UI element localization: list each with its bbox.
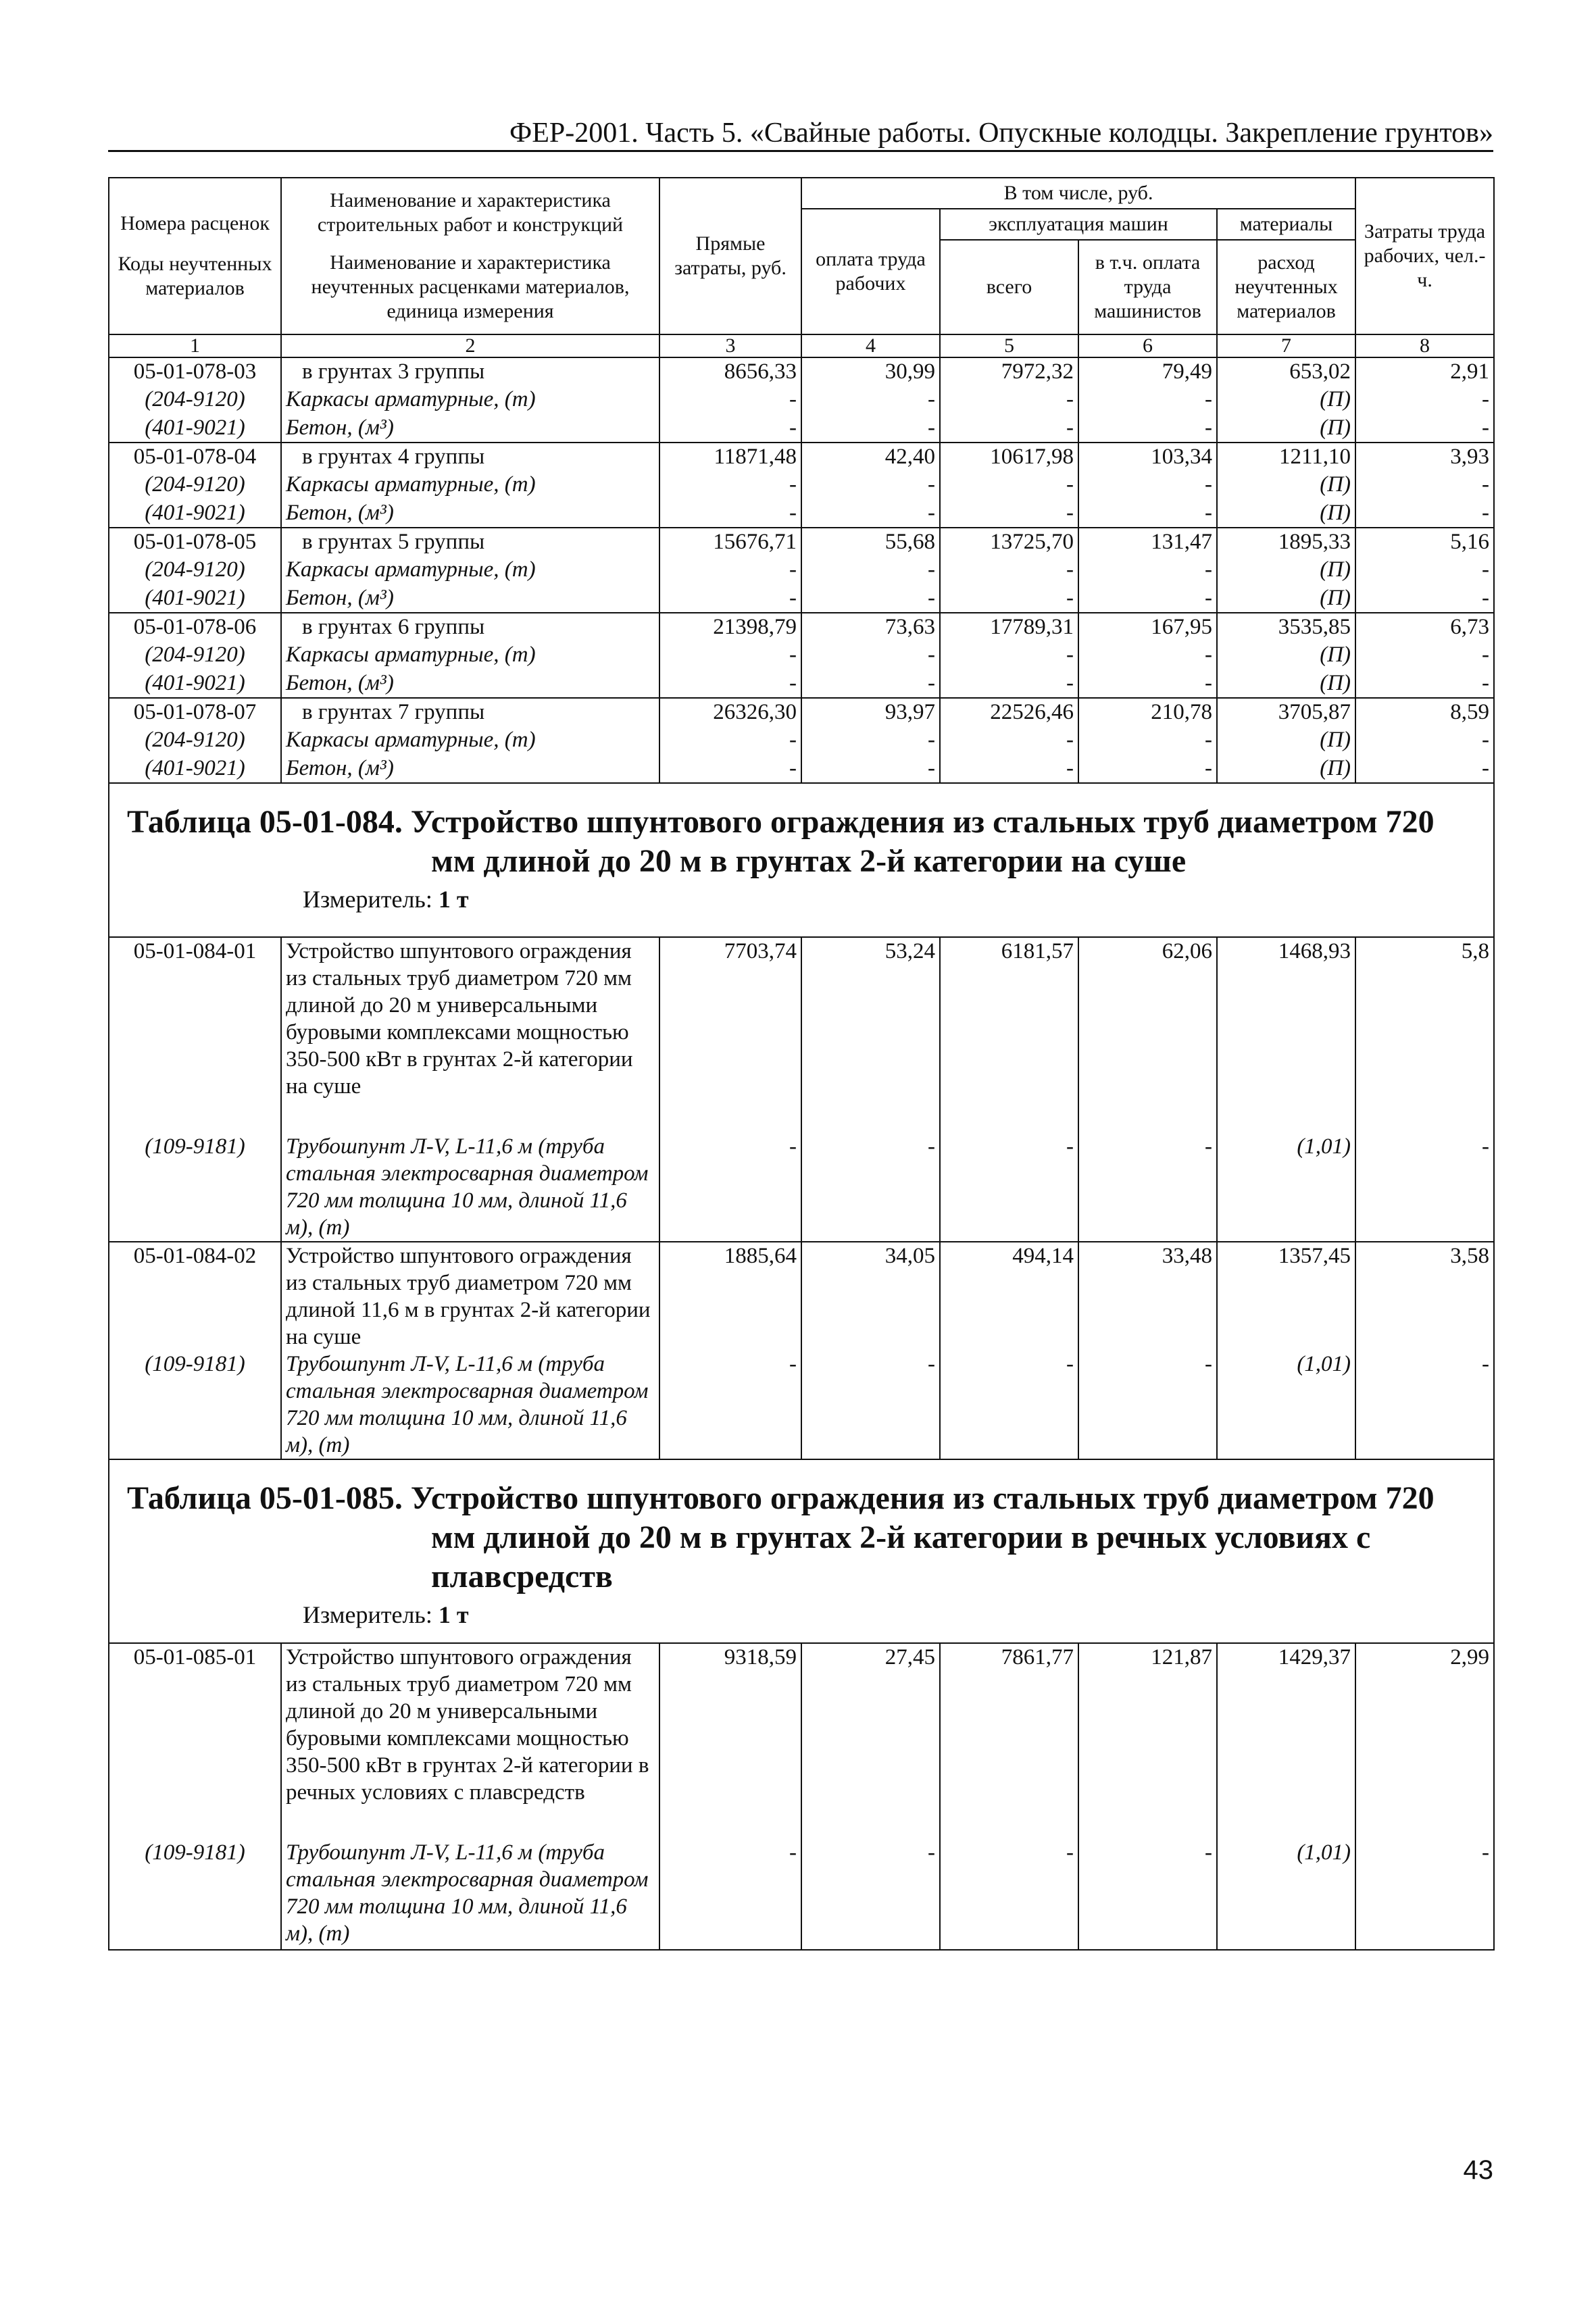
dash: - xyxy=(1078,556,1217,584)
material-mark: (П) xyxy=(1217,584,1355,613)
material-quantity: (1,01) xyxy=(1217,1133,1355,1242)
dash: - xyxy=(659,1351,801,1459)
materials-cost: 1468,93 xyxy=(1217,937,1355,1133)
labor-cost: 2,91 xyxy=(1355,357,1494,386)
dash: - xyxy=(659,499,801,528)
machines-cost: 22526,46 xyxy=(940,698,1078,726)
materials-cost: 1211,10 xyxy=(1217,443,1355,471)
material-mark: (П) xyxy=(1217,726,1355,755)
dash: - xyxy=(1355,1839,1494,1950)
materials-cost: 1895,33 xyxy=(1217,528,1355,556)
col-number: 4 xyxy=(801,334,940,357)
dash: - xyxy=(940,1351,1078,1459)
dash: - xyxy=(801,499,940,528)
dash: - xyxy=(1078,755,1217,783)
material-name: Бетон, (м³) xyxy=(281,584,659,613)
col-number: 6 xyxy=(1078,334,1217,357)
col-number: 2 xyxy=(281,334,659,357)
material-code: (401-9021) xyxy=(109,670,281,698)
dash: - xyxy=(1078,641,1217,670)
rate-name: в грунтах 6 группы xyxy=(281,613,659,641)
dash: - xyxy=(940,414,1078,443)
col-materials-unc-header: расход неучтенных материалов xyxy=(1217,240,1355,334)
col-code-header: Номера расценок Коды неучтенных материалов xyxy=(109,178,281,334)
dash: - xyxy=(1355,556,1494,584)
machines-cost: 7972,32 xyxy=(940,357,1078,386)
material-mark: (П) xyxy=(1217,386,1355,414)
col-machines-wage-header: в т.ч. оплата труда машинистов xyxy=(1078,240,1217,334)
direct-cost: 8656,33 xyxy=(659,357,801,386)
dash: - xyxy=(1078,584,1217,613)
dash: - xyxy=(1355,726,1494,755)
labor-cost: 2,99 xyxy=(1355,1643,1494,1839)
material-mark: (П) xyxy=(1217,755,1355,783)
col-materials-header: материалы xyxy=(1217,209,1355,240)
materials-cost: 3705,87 xyxy=(1217,698,1355,726)
col-incl-header: В том числе, руб. xyxy=(801,178,1355,209)
dash: - xyxy=(659,1839,801,1950)
dash: - xyxy=(1078,499,1217,528)
material-code: (109-9181) xyxy=(109,1133,281,1242)
dash: - xyxy=(659,670,801,698)
dash: - xyxy=(1355,670,1494,698)
direct-cost: 21398,79 xyxy=(659,613,801,641)
dash: - xyxy=(659,386,801,414)
machines-cost: 7861,77 xyxy=(940,1643,1078,1839)
table-row xyxy=(109,1351,1494,1459)
dash: - xyxy=(940,726,1078,755)
direct-cost: 9318,59 xyxy=(659,1643,801,1839)
rate-code: 05-01-078-05 xyxy=(109,528,281,556)
material-name: Каркасы арматурные, (т) xyxy=(281,726,659,755)
material-mark: (П) xyxy=(1217,471,1355,499)
labor-cost: 5,8 xyxy=(1355,937,1494,1133)
dash: - xyxy=(801,1839,940,1950)
dash: - xyxy=(1355,1351,1494,1459)
dash: - xyxy=(801,755,940,783)
dash: - xyxy=(801,584,940,613)
machinists-wage: 79,49 xyxy=(1078,357,1217,386)
rate-code: 05-01-078-07 xyxy=(109,698,281,726)
wage-cost: 34,05 xyxy=(801,1242,940,1351)
table-row xyxy=(109,1242,1494,1351)
material-name: Каркасы арматурные, (т) xyxy=(281,386,659,414)
dash: - xyxy=(940,556,1078,584)
col-number: 7 xyxy=(1217,334,1355,357)
materials-cost: 653,02 xyxy=(1217,357,1355,386)
rate-code: 05-01-078-06 xyxy=(109,613,281,641)
dash: - xyxy=(1355,471,1494,499)
rate-name: в грунтах 4 группы xyxy=(281,443,659,471)
material-name: Бетон, (м³) xyxy=(281,670,659,698)
dash: - xyxy=(801,1133,940,1242)
dash: - xyxy=(1078,726,1217,755)
material-quantity: (1,01) xyxy=(1217,1351,1355,1459)
rate-name: в грунтах 7 группы xyxy=(281,698,659,726)
table-row xyxy=(109,698,1494,726)
machinists-wage: 121,87 xyxy=(1078,1643,1217,1839)
machinists-wage: 210,78 xyxy=(1078,698,1217,726)
direct-cost: 26326,30 xyxy=(659,698,801,726)
machinists-wage: 33,48 xyxy=(1078,1242,1217,1351)
dash: - xyxy=(1355,414,1494,443)
machines-cost: 10617,98 xyxy=(940,443,1078,471)
material-code: (401-9021) xyxy=(109,755,281,783)
table-row xyxy=(109,471,1494,499)
direct-cost: 15676,71 xyxy=(659,528,801,556)
material-name: Каркасы арматурные, (т) xyxy=(281,471,659,499)
dash: - xyxy=(659,584,801,613)
col-labor-header: Затраты труда рабочих, чел.-ч. xyxy=(1355,178,1494,334)
material-code: (204-9120) xyxy=(109,386,281,414)
machinists-wage: 103,34 xyxy=(1078,443,1217,471)
labor-cost: 8,59 xyxy=(1355,698,1494,726)
material-code: (109-9181) xyxy=(109,1351,281,1459)
labor-cost: 3,58 xyxy=(1355,1242,1494,1351)
materials-cost: 3535,85 xyxy=(1217,613,1355,641)
dash: - xyxy=(1355,499,1494,528)
col-direct-header: Прямые затраты, руб. xyxy=(659,178,801,334)
table-row xyxy=(109,937,1494,1133)
table-row xyxy=(109,1643,1494,1839)
dash: - xyxy=(1355,386,1494,414)
measure-unit: Измеритель: 1 т xyxy=(303,886,469,913)
material-code: (109-9181) xyxy=(109,1839,281,1950)
machinists-wage: 62,06 xyxy=(1078,937,1217,1133)
material-code: (204-9120) xyxy=(109,471,281,499)
labor-cost: 5,16 xyxy=(1355,528,1494,556)
material-code: (401-9021) xyxy=(109,584,281,613)
table-row xyxy=(109,755,1494,783)
machinists-wage: 131,47 xyxy=(1078,528,1217,556)
rate-code: 05-01-085-01 xyxy=(109,1643,281,1839)
materials-cost: 1357,45 xyxy=(1217,1242,1355,1351)
material-code: (401-9021) xyxy=(109,414,281,443)
dash: - xyxy=(940,1839,1078,1950)
header-rule xyxy=(108,150,1493,152)
wage-cost: 30,99 xyxy=(801,357,940,386)
table-row xyxy=(109,670,1494,698)
table-title-084 xyxy=(109,783,1494,937)
table-row xyxy=(109,613,1494,641)
dash: - xyxy=(940,499,1078,528)
table-row xyxy=(109,499,1494,528)
rate-name: в грунтах 3 группы xyxy=(281,357,659,386)
material-code: (204-9120) xyxy=(109,726,281,755)
dash: - xyxy=(801,1351,940,1459)
direct-cost: 11871,48 xyxy=(659,443,801,471)
machinists-wage: 167,95 xyxy=(1078,613,1217,641)
material-code: (204-9120) xyxy=(109,641,281,670)
table-heading: Таблица 05-01-084. Устройство шпунтового ограждения из стальных труб диаметром 720 мм длиной до 20 м в грунтах 2-й категории на суше xyxy=(127,804,1435,879)
col-machines-header: эксплуатация машин xyxy=(940,209,1217,240)
material-mark: (П) xyxy=(1217,414,1355,443)
labor-cost: 6,73 xyxy=(1355,613,1494,641)
dash: - xyxy=(940,641,1078,670)
dash: - xyxy=(659,414,801,443)
table-row xyxy=(109,726,1494,755)
dash: - xyxy=(659,556,801,584)
table-row xyxy=(109,414,1494,443)
rate-name: в грунтах 5 группы xyxy=(281,528,659,556)
col-number: 3 xyxy=(659,334,801,357)
material-quantity: (1,01) xyxy=(1217,1839,1355,1950)
table-row xyxy=(109,584,1494,613)
material-name: Каркасы арматурные, (т) xyxy=(281,556,659,584)
col-wage-header: оплата труда рабочих xyxy=(801,209,940,334)
wage-cost: 53,24 xyxy=(801,937,940,1133)
rate-code: 05-01-084-01 xyxy=(109,937,281,1133)
dash: - xyxy=(659,641,801,670)
rate-name: Устройство шпунтового ограждения из стальных труб диаметром 720 мм длиной до 20 м универсальными буровыми комплексами мощностью 350-500 кВт в грунтах 2-й категории на суше xyxy=(281,937,659,1133)
material-name: Бетон, (м³) xyxy=(281,414,659,443)
dash: - xyxy=(801,471,940,499)
direct-cost: 1885,64 xyxy=(659,1242,801,1351)
wage-cost: 27,45 xyxy=(801,1643,940,1839)
material-code: (204-9120) xyxy=(109,556,281,584)
table-row xyxy=(109,386,1494,414)
materials-cost: 1429,37 xyxy=(1217,1643,1355,1839)
wage-cost: 55,68 xyxy=(801,528,940,556)
machines-cost: 6181,57 xyxy=(940,937,1078,1133)
dash: - xyxy=(940,755,1078,783)
material-name: Трубошпунт Л-V, L-11,6 м (труба стальная электросварная диаметром 720 мм толщина 10 мм, длиной 11,6 м), (т) xyxy=(281,1839,659,1950)
table-row xyxy=(109,1133,1494,1242)
dash: - xyxy=(659,471,801,499)
dash: - xyxy=(1355,641,1494,670)
material-mark: (П) xyxy=(1217,641,1355,670)
dash: - xyxy=(1078,670,1217,698)
labor-cost: 3,93 xyxy=(1355,443,1494,471)
rate-name: Устройство шпунтового ограждения из стальных труб диаметром 720 мм длиной 11,6 м в грунтах 2-й категории на суше xyxy=(281,1242,659,1351)
material-name: Трубошпунт Л-V, L-11,6 м (труба стальная электросварная диаметром 720 мм толщина 10 мм, длиной 11,6 м), (т) xyxy=(281,1133,659,1242)
dash: - xyxy=(801,670,940,698)
dash: - xyxy=(940,471,1078,499)
wage-cost: 73,63 xyxy=(801,613,940,641)
table-heading: Таблица 05-01-085. Устройство шпунтового ограждения из стальных труб диаметром 720 мм длиной до 20 м в грунтах 2-й категории в речных условиях с плавсредств xyxy=(127,1480,1435,1594)
machines-cost: 494,14 xyxy=(940,1242,1078,1351)
machines-cost: 17789,31 xyxy=(940,613,1078,641)
table-row xyxy=(109,357,1494,386)
material-name: Бетон, (м³) xyxy=(281,755,659,783)
running-header: ФЕР-2001. Часть 5. «Свайные работы. Опускные колодцы. Закрепление грунтов» xyxy=(509,118,1493,149)
dash: - xyxy=(940,1133,1078,1242)
table-title-085 xyxy=(109,1459,1494,1643)
dash: - xyxy=(1078,1351,1217,1459)
col-number: 8 xyxy=(1355,334,1494,357)
material-name: Каркасы арматурные, (т) xyxy=(281,641,659,670)
table-row xyxy=(109,528,1494,556)
rate-name: Устройство шпунтового ограждения из стальных труб диаметром 720 мм длиной до 20 м универсальными буровыми комплексами мощностью 350-500 кВт в грунтах 2-й категории в речных условиях с плавсредств xyxy=(281,1643,659,1839)
col-number: 5 xyxy=(940,334,1078,357)
table-row xyxy=(109,556,1494,584)
dash: - xyxy=(801,726,940,755)
dash: - xyxy=(801,556,940,584)
dash: - xyxy=(1355,584,1494,613)
material-name: Бетон, (м³) xyxy=(281,499,659,528)
dash: - xyxy=(1078,1839,1217,1950)
dash: - xyxy=(1355,755,1494,783)
dash: - xyxy=(1078,414,1217,443)
material-mark: (П) xyxy=(1217,556,1355,584)
material-mark: (П) xyxy=(1217,670,1355,698)
rate-code: 05-01-084-02 xyxy=(109,1242,281,1351)
dash: - xyxy=(659,755,801,783)
page-number: 43 xyxy=(1463,2155,1493,2185)
col-machines-total-header: всего xyxy=(940,240,1078,334)
dash: - xyxy=(659,726,801,755)
rate-code: 05-01-078-04 xyxy=(109,443,281,471)
table-row xyxy=(109,1839,1494,1950)
machines-cost: 13725,70 xyxy=(940,528,1078,556)
material-mark: (П) xyxy=(1217,499,1355,528)
table-row xyxy=(109,443,1494,471)
wage-cost: 42,40 xyxy=(801,443,940,471)
dash: - xyxy=(1355,1133,1494,1242)
material-name: Трубошпунт Л-V, L-11,6 м (труба стальная электросварная диаметром 720 мм толщина 10 мм, длиной 11,6 м), (т) xyxy=(281,1351,659,1459)
dash: - xyxy=(1078,1133,1217,1242)
rate-code: 05-01-078-03 xyxy=(109,357,281,386)
dash: - xyxy=(940,584,1078,613)
table-row xyxy=(109,641,1494,670)
dash: - xyxy=(659,1133,801,1242)
measure-unit: Измеритель: 1 т xyxy=(303,1601,469,1628)
dash: - xyxy=(801,641,940,670)
dash: - xyxy=(801,386,940,414)
col-name-header: Наименование и характеристика строительных работ и конструкций Наименование и характеристика неучтенных расценками материалов, единица измерения xyxy=(281,178,659,334)
material-code: (401-9021) xyxy=(109,499,281,528)
dash: - xyxy=(1078,386,1217,414)
rates-table xyxy=(108,177,1495,1951)
dash: - xyxy=(940,386,1078,414)
col-number: 1 xyxy=(109,334,281,357)
dash: - xyxy=(940,670,1078,698)
direct-cost: 7703,74 xyxy=(659,937,801,1133)
dash: - xyxy=(801,414,940,443)
dash: - xyxy=(1078,471,1217,499)
wage-cost: 93,97 xyxy=(801,698,940,726)
